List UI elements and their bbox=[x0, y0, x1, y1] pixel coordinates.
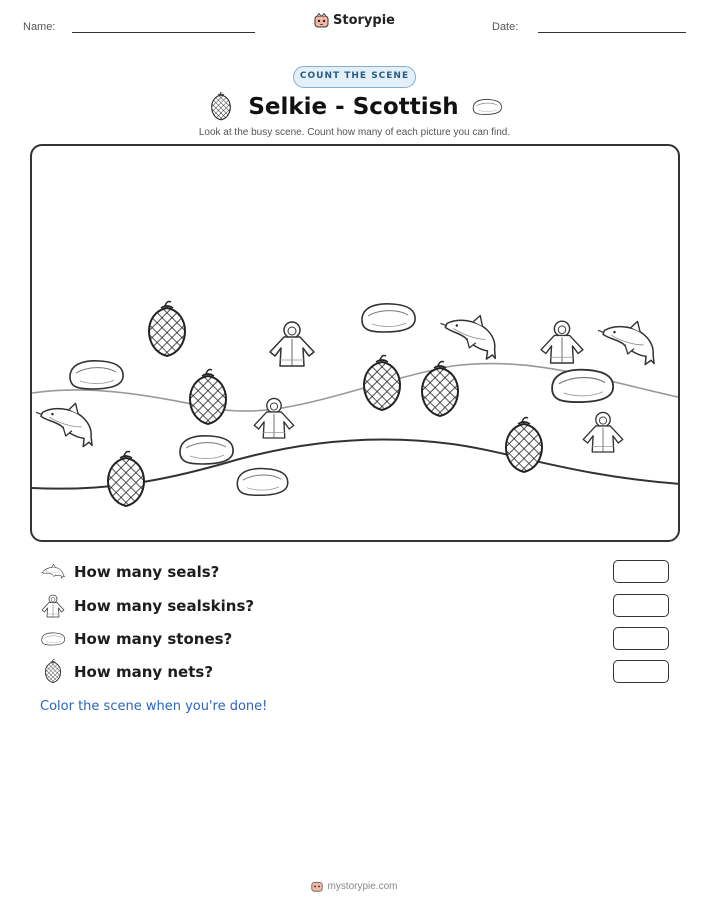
date-label: Date: bbox=[492, 21, 519, 33]
question-sealskins bbox=[40, 593, 680, 619]
name-label: Name: bbox=[23, 21, 56, 33]
question-text: How many nets? bbox=[74, 663, 214, 681]
sealskin-3 bbox=[254, 398, 294, 438]
sealskin-4 bbox=[583, 412, 623, 452]
stone-icon bbox=[40, 631, 66, 647]
stone-5 bbox=[237, 469, 287, 496]
title-text: Selkie - Scottish bbox=[248, 94, 459, 120]
question-text: How many stones? bbox=[74, 630, 233, 648]
page-title bbox=[0, 92, 709, 128]
storypie-logo-icon bbox=[311, 880, 323, 892]
date-line[interactable] bbox=[538, 32, 686, 33]
net-2 bbox=[190, 370, 226, 425]
answer-box-nets[interactable] bbox=[613, 660, 669, 683]
stone-3 bbox=[552, 370, 613, 402]
net-6 bbox=[108, 452, 144, 507]
net-1 bbox=[149, 302, 185, 357]
storypie-logo-icon bbox=[314, 13, 329, 28]
question-text: How many seals? bbox=[74, 563, 220, 581]
stone-1 bbox=[362, 304, 415, 332]
sealskin-1 bbox=[270, 322, 314, 366]
question-nets bbox=[40, 659, 680, 685]
net-icon bbox=[206, 92, 236, 122]
seal-3 bbox=[32, 392, 104, 450]
net-icon bbox=[42, 659, 64, 685]
net-5 bbox=[506, 418, 542, 473]
net-4 bbox=[422, 362, 458, 417]
seal-icon bbox=[40, 561, 66, 583]
seal-1 bbox=[434, 303, 508, 362]
net-3 bbox=[364, 356, 400, 411]
stone-2 bbox=[70, 361, 123, 389]
answer-box-sealskins[interactable] bbox=[613, 594, 669, 617]
color-note: Color the scene when you're done! bbox=[40, 699, 268, 714]
question-stones bbox=[40, 626, 680, 652]
sealskin-2 bbox=[541, 321, 583, 363]
question-text: How many sealskins? bbox=[74, 597, 255, 615]
brand bbox=[0, 13, 709, 32]
instructions: Look at the busy scene. Count how many of each picture you can find. bbox=[198, 127, 511, 138]
stone-4 bbox=[180, 436, 233, 464]
footer-url[interactable]: mystorypie.com bbox=[327, 880, 398, 892]
brand-name: Storypie bbox=[333, 13, 395, 28]
activity-badge: COUNT THE SCENE bbox=[293, 66, 416, 88]
answer-box-seals[interactable] bbox=[613, 560, 669, 583]
question-seals bbox=[40, 559, 680, 585]
stone-icon bbox=[471, 97, 503, 117]
sealskin-icon bbox=[41, 593, 65, 619]
footer bbox=[0, 880, 709, 895]
seal-2 bbox=[593, 310, 666, 368]
busy-scene bbox=[30, 144, 680, 542]
answer-box-stones[interactable] bbox=[613, 627, 669, 650]
scene-illustration bbox=[32, 146, 680, 542]
name-line[interactable] bbox=[72, 32, 255, 33]
